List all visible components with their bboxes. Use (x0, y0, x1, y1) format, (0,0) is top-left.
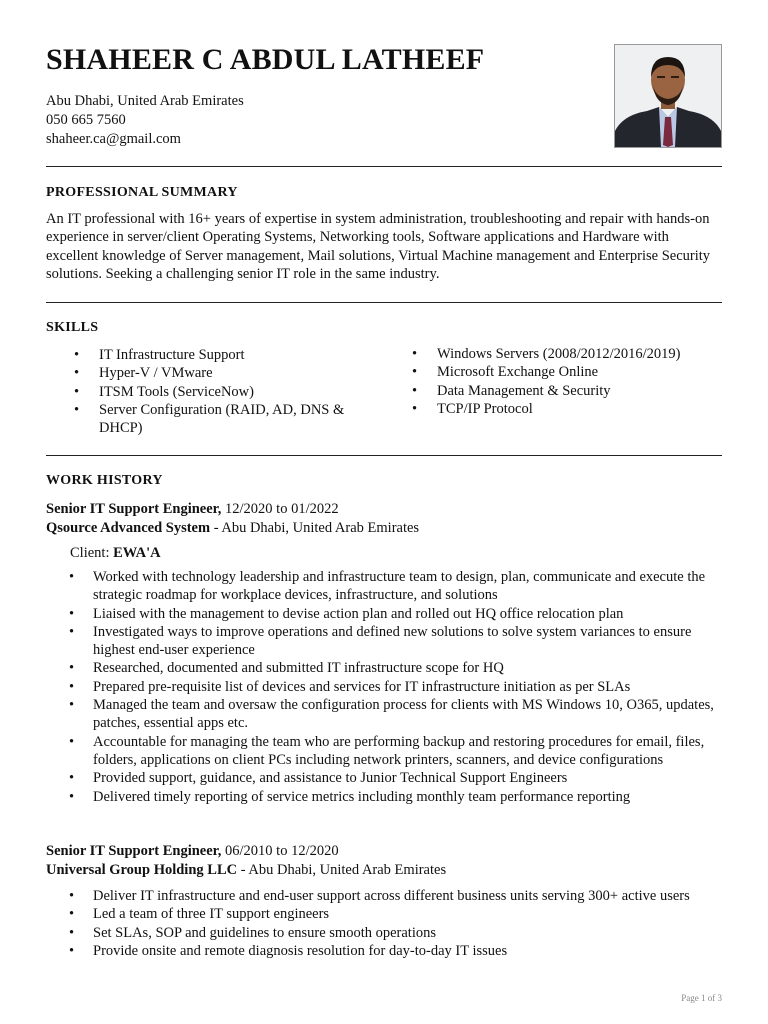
profile-photo-portrait (615, 45, 721, 147)
candidate-name: SHAHEER C ABDUL LATHEEF (46, 43, 485, 76)
summary-text: An IT professional with 16+ years of expertise in system administration, troubleshooting and repair with hands-on experience in server/client Operating Systems, Networking tools, Software applications and Hardware with excellent knowledge of Server management, Mail solutions, Virtual Machine management and Enterprise Security solutions. Seeking a challenging senior IT role in the same industry. (46, 211, 711, 282)
job-bullet: • Liaised with the management to devise action plan and rolled out HQ office relocation plan (46, 605, 722, 623)
job-company-line (46, 861, 722, 880)
skill-item: • Microsoft Exchange Online (384, 363, 724, 381)
job-bullet: • Managed the team and oversaw the configuration process for clients with MS Windows 10, O365, updates, patches, essential apps etc. (46, 696, 722, 733)
skill-item: • IT Infrastructure Support (46, 346, 386, 364)
job-bullets (46, 887, 722, 960)
skill-item: • TCP/IP Protocol (384, 400, 724, 418)
contact-phone: 050 665 7560 (46, 112, 126, 128)
contact-email: shaheer.ca@gmail.com (46, 131, 181, 147)
job-header (46, 842, 722, 880)
work-history-heading: WORK HISTORY (46, 473, 163, 488)
skills-heading: SKILLS (46, 320, 99, 335)
page-number: Page 1 of 3 (681, 993, 722, 1003)
skill-item: • Hyper-V / VMware (46, 364, 386, 382)
job-bullet: • Worked with technology leadership and infrastructure team to design, plan, communicate and execute the strategic roadmap for workplace devices, infrastructure, and solutions (46, 568, 722, 605)
job-bullet: • Investigated ways to improve operations and defined new solutions to solve system variances to ensure highest end-user experience (46, 623, 722, 660)
job-company: Qsource Advanced System (46, 520, 211, 536)
job-bullet: • Researched, documented and submitted IT infrastructure scope for HQ (46, 659, 722, 677)
job-role: Senior IT Support Engineer, (46, 501, 222, 517)
skill-item: • Data Management & Security (384, 382, 724, 400)
job-role: Senior IT Support Engineer, (46, 843, 222, 859)
job-bullets (46, 568, 722, 806)
client-name: EWA'A (113, 545, 161, 561)
job-location: - Abu Dhabi, United Arab Emirates (210, 520, 420, 536)
job-bullet: • Delivered timely reporting of service metrics including monthly team performance reporting (46, 788, 722, 806)
job-title-line (46, 842, 722, 861)
job-company-line (46, 519, 722, 538)
divider-summary (46, 302, 722, 303)
job-bullet: • Set SLAs, SOP and guidelines to ensure smooth operations (46, 924, 722, 942)
divider-header (46, 166, 722, 167)
job-bullet: • Led a team of three IT support engineers (46, 905, 722, 923)
skill-item: • ITSM Tools (ServiceNow) (46, 383, 386, 401)
skill-item: • Windows Servers (2008/2012/2016/2019) (384, 345, 724, 363)
profile-photo (614, 44, 722, 148)
contact-location: Abu Dhabi, United Arab Emirates (46, 93, 244, 109)
job-dates: 12/2020 to 01/2022 (221, 501, 339, 517)
job-title-line (46, 500, 722, 519)
job-location: - Abu Dhabi, United Arab Emirates (237, 862, 447, 878)
job-bullet: • Accountable for managing the team who are performing backup and restoring procedures for email, files, folders, applications on client PCs including network printers, scanners, and device configurations (46, 733, 722, 770)
job-client (70, 544, 161, 563)
job-bullet: • Prepared pre-requisite list of devices and services for IT infrastructure initiation as per SLAs (46, 678, 722, 696)
job-bullet: • Provide onsite and remote diagnosis resolution for day-to-day IT issues (46, 942, 722, 960)
summary-heading: PROFESSIONAL SUMMARY (46, 185, 238, 200)
job-dates: 06/2010 to 12/2020 (221, 843, 339, 859)
client-label: Client: (70, 545, 114, 561)
job-company: Universal Group Holding LLC (46, 862, 238, 878)
skill-item: • Server Configuration (RAID, AD, DNS & DHCP) (46, 401, 386, 438)
job-bullet: • Provided support, guidance, and assistance to Junior Technical Support Engineers (46, 769, 722, 787)
divider-skills (46, 455, 722, 456)
contact-block (46, 92, 244, 149)
job-bullet: • Deliver IT infrastructure and end-user support across different business units serving 300+ active users (46, 887, 722, 905)
skills-list-right (384, 345, 724, 418)
skills-list-left (46, 346, 386, 437)
job-header (46, 500, 722, 538)
